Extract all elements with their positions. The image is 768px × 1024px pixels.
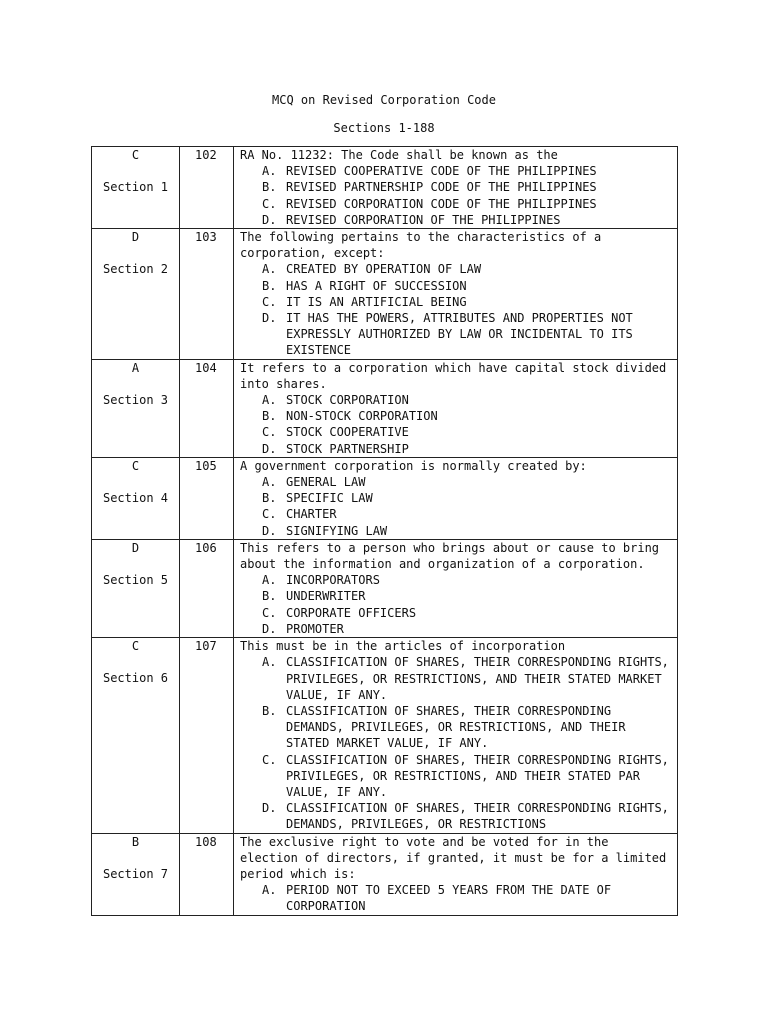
option-text: STOCK CORPORATION (286, 393, 409, 408)
option-item (262, 310, 673, 359)
answer-cell (92, 147, 180, 229)
option-item (262, 703, 673, 752)
answer-cell (92, 359, 180, 457)
table-row (92, 229, 678, 360)
option-item (262, 490, 673, 506)
option-item (262, 261, 673, 277)
option-text: CLASSIFICATION OF SHARES, THEIR CORRESPONDING RIGHTS, PRIVILEGES, OR RESTRICTIONS, AND THEIR STATED MARKET VALUE, IF ANY. (286, 655, 669, 702)
option-list (240, 392, 673, 457)
question-cell (234, 147, 678, 229)
answer-cell (92, 638, 180, 833)
option-label: B. (262, 703, 277, 718)
option-list (240, 882, 673, 914)
option-label: C. (262, 196, 277, 211)
option-item (262, 474, 673, 490)
option-item (262, 605, 673, 621)
option-label: C. (262, 425, 277, 440)
option-label: B. (262, 589, 277, 604)
question-text: This refers to a person who brings about or cause to bring about the information and organization of a corporation. (240, 540, 660, 572)
option-label: D. (262, 801, 277, 816)
option-text: CLASSIFICATION OF SHARES, THEIR CORRESPONDING RIGHTS, DEMANDS, PRIVILEGES, OR RESTRICTIONS (286, 801, 669, 832)
option-label: C. (262, 507, 277, 522)
option-text: IT IS AN ARTIFICIAL BEING (286, 294, 467, 309)
option-label: D. (262, 311, 277, 326)
option-item (262, 278, 673, 294)
question-number: 102 (180, 147, 234, 229)
document-title: MCQ on Revised Corporation Code (272, 93, 496, 107)
option-item (262, 212, 673, 228)
question-cell (234, 457, 678, 539)
option-text: CLASSIFICATION OF SHARES, THEIR CORRESPONDING DEMANDS, PRIVILEGES, OR RESTRICTIONS, AND THEIR STATED MARKET VALUE, IF ANY. (286, 703, 626, 751)
option-text: REVISED CORPORATION OF THE PHILIPPINES (286, 212, 561, 227)
option-text: PROMOTER (286, 621, 344, 636)
option-item (262, 882, 673, 914)
question-number: 108 (180, 833, 234, 915)
option-item (262, 800, 673, 832)
option-label: D. (262, 212, 277, 227)
answer-letter: C (131, 639, 140, 654)
option-item (262, 654, 673, 703)
option-label: D. (262, 621, 277, 636)
option-text: HAS A RIGHT OF SUCCESSION (286, 278, 467, 293)
option-label: A. (262, 655, 277, 670)
table-row (92, 539, 678, 637)
option-label: B. (262, 409, 277, 424)
section-label: Section 3 (102, 392, 169, 407)
option-list (240, 474, 673, 539)
question-text: This must be in the articles of incorporation (240, 639, 566, 654)
mcq-table-body (92, 147, 678, 916)
option-list (240, 572, 673, 637)
question-text: A government corporation is normally created by: (240, 458, 587, 473)
question-number: 104 (180, 359, 234, 457)
option-label: C. (262, 294, 277, 309)
question-cell (234, 833, 678, 915)
answer-letter: A (131, 360, 140, 375)
option-text: CHARTER (286, 507, 337, 522)
option-item (262, 752, 673, 801)
mcq-table (91, 146, 678, 916)
question-text: RA No. 11232: The Code shall be known as the (240, 148, 558, 162)
question-cell (234, 638, 678, 833)
option-text: NON-STOCK CORPORATION (286, 409, 438, 424)
option-text: GENERAL LAW (286, 475, 366, 490)
answer-letter: D (131, 230, 140, 245)
option-text: SIGNIFYING LAW (286, 523, 388, 538)
option-item (262, 408, 673, 424)
option-item (262, 392, 673, 408)
option-text: REVISED CORPORATION CODE OF THE PHILIPPINES (286, 196, 597, 211)
option-label: A. (262, 573, 277, 588)
section-label: Section 1 (102, 180, 169, 195)
option-label: B. (262, 491, 277, 506)
option-label: C. (262, 752, 277, 767)
option-item (262, 506, 673, 522)
option-text: CORPORATE OFFICERS (286, 605, 417, 620)
option-item (262, 196, 673, 212)
table-row (92, 638, 678, 833)
question-text: It refers to a corporation which have capital stock divided into shares. (240, 360, 667, 391)
answer-cell (92, 539, 180, 637)
table-row (92, 147, 678, 229)
option-item (262, 294, 673, 310)
question-cell (234, 359, 678, 457)
answer-letter: B (131, 834, 140, 849)
table-row (92, 359, 678, 457)
question-number: 103 (180, 229, 234, 360)
answer-cell (92, 229, 180, 360)
section-label: Section 7 (102, 866, 169, 881)
option-label: A. (262, 475, 277, 490)
option-label: D. (262, 441, 277, 456)
section-label: Section 6 (102, 671, 169, 686)
option-item (262, 621, 673, 637)
option-text: CLASSIFICATION OF SHARES, THEIR CORRESPONDING RIGHTS, PRIVILEGES, OR RESTRICTIONS, AND THEIR STATED PAR VALUE, IF ANY. (286, 752, 669, 799)
option-text: REVISED PARTNERSHIP CODE OF THE PHILIPPINES (286, 180, 597, 195)
option-label: A. (262, 883, 277, 898)
option-text: REVISED COOPERATIVE CODE OF THE PHILIPPINES (286, 164, 597, 179)
option-item (262, 588, 673, 604)
question-text: The exclusive right to vote and be voted for in the election of directors, if granted, it must be for a limited period which is: (240, 834, 667, 881)
option-list (240, 654, 673, 832)
option-text: PERIOD NOT TO EXCEED 5 YEARS FROM THE DATE OF CORPORATION (286, 883, 612, 914)
option-label: D. (262, 523, 277, 538)
option-text: STOCK COOPERATIVE (286, 425, 409, 440)
option-item (262, 179, 673, 195)
section-label: Section 4 (102, 491, 169, 506)
option-text: CREATED BY OPERATION OF LAW (286, 262, 482, 277)
table-row (92, 457, 678, 539)
section-label: Section 2 (102, 262, 169, 277)
option-text: STOCK PARTNERSHIP (286, 441, 409, 456)
option-item (262, 523, 673, 539)
option-list (240, 261, 673, 358)
question-number: 105 (180, 457, 234, 539)
answer-letter: C (131, 148, 140, 162)
answer-letter: C (131, 458, 140, 473)
option-list (240, 163, 673, 228)
section-label: Section 5 (102, 573, 169, 588)
question-text: The following pertains to the characteristics of a corporation, except: (240, 230, 602, 261)
answer-cell (92, 457, 180, 539)
option-item (262, 441, 673, 457)
option-label: B. (262, 278, 277, 293)
question-number: 106 (180, 539, 234, 637)
option-item (262, 572, 673, 588)
answer-cell (92, 833, 180, 915)
option-label: A. (262, 164, 277, 179)
option-item (262, 424, 673, 440)
question-cell (234, 229, 678, 360)
option-text: INCORPORATORS (286, 573, 380, 588)
option-text: UNDERWRITER (286, 589, 366, 604)
option-label: B. (262, 180, 277, 195)
question-cell (234, 539, 678, 637)
answer-letter: D (131, 540, 140, 555)
document-subtitle: Sections 1-188 (333, 121, 435, 135)
option-item (262, 163, 673, 179)
option-label: A. (262, 262, 277, 277)
option-text: SPECIFIC LAW (286, 491, 373, 506)
table-row (92, 833, 678, 915)
option-label: A. (262, 393, 277, 408)
option-text: IT HAS THE POWERS, ATTRIBUTES AND PROPERTIES NOT EXPRESSLY AUTHORIZED BY LAW OR INCIDENTAL TO ITS EXISTENCE (286, 311, 633, 358)
option-label: C. (262, 605, 277, 620)
question-number: 107 (180, 638, 234, 833)
